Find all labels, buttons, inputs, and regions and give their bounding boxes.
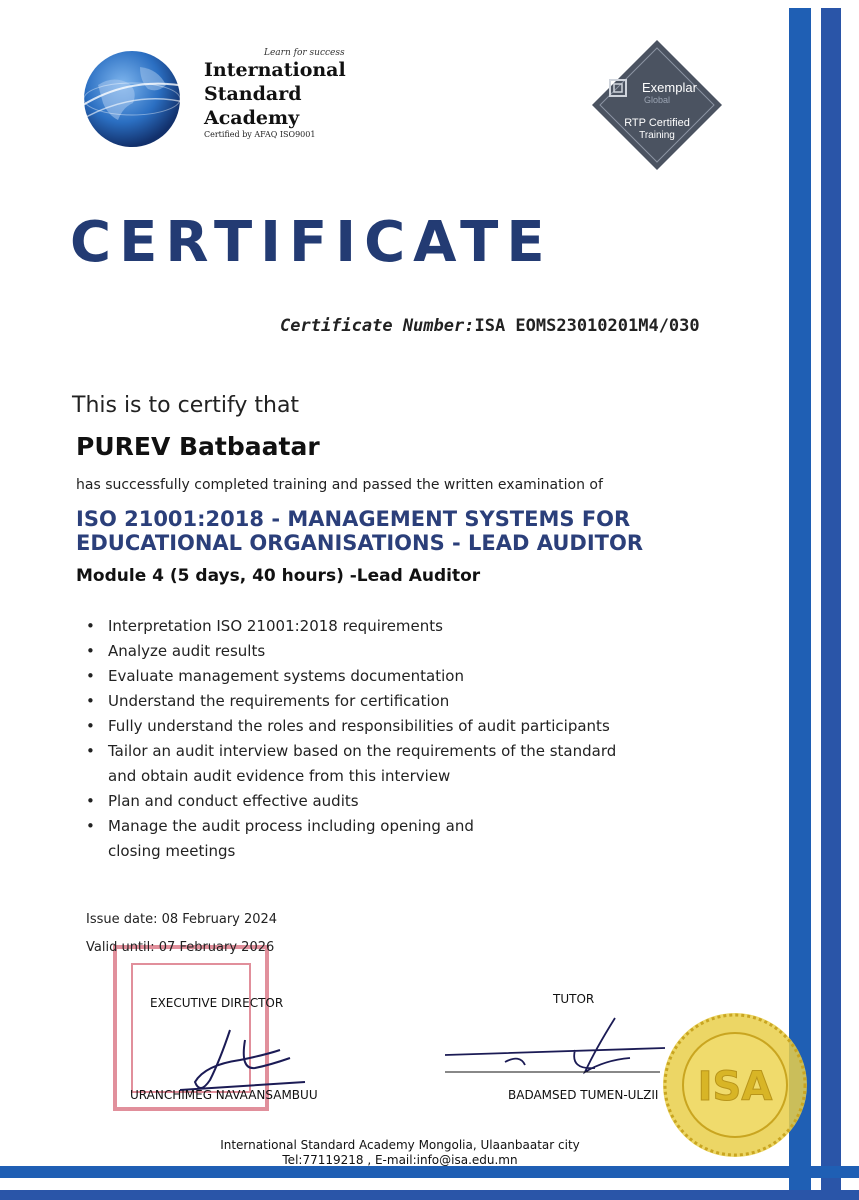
certificate-number-value: ISA EOMS23010201M4/030 <box>474 316 700 336</box>
certified-by: Certified by AFAQ ISO9001 <box>204 130 316 139</box>
certify-text: This is to certify that <box>72 393 300 418</box>
bottom-border-stripe-outer <box>0 1190 859 1200</box>
badge-brand2: Global <box>644 95 671 105</box>
list-item: • Interpretation ISO 21001:2018 requirements <box>84 614 724 639</box>
logo-tagline: Learn for success <box>264 48 345 58</box>
bottom-border-stripe <box>0 1166 859 1178</box>
badge-line1: RTP Certified <box>624 117 690 129</box>
certificate-number-label: Certificate Number: <box>280 316 475 336</box>
list-item: • Plan and conduct effective audits <box>84 789 724 814</box>
module-line: Module 4 (5 days, 40 hours) -Lead Auditor <box>76 566 481 586</box>
objectives-list <box>84 614 724 864</box>
exemplar-global-badge <box>590 38 724 172</box>
org-name-line1: International <box>204 59 346 81</box>
tutor-signature <box>445 1010 675 1080</box>
footer-contact: Tel:77119218 , E-mail:info@isa.edu.mn <box>282 1153 518 1167</box>
completed-text: has successfully completed training and passed the written examination of <box>76 477 603 493</box>
globe-logo-icon <box>78 45 194 151</box>
recipient-name: PUREV Batbaatar <box>76 432 320 461</box>
director-name: URANCHIMEG NAVAANSAMBUU <box>130 1088 318 1102</box>
list-item: • Fully understand the roles and responsibilities of audit participants <box>84 714 724 739</box>
border-stripe-outer <box>821 8 841 1200</box>
certificate-title: CERTIFICATE <box>70 210 553 275</box>
badge-brand: Exemplar <box>642 80 697 95</box>
valid-until: Valid until: 07 February 2026 <box>86 940 275 955</box>
list-item: • Analyze audit results <box>84 639 724 664</box>
list-item: • Understand the requirements for certification <box>84 689 724 714</box>
academy-logo-text <box>204 48 346 139</box>
org-name-line3: Academy <box>204 107 300 129</box>
course-title-line2: EDUCATIONAL ORGANISATIONS - LEAD AUDITOR <box>76 531 644 555</box>
list-item: • Manage the audit process including opening and closing meetings <box>84 814 528 864</box>
footer-address: International Standard Academy Mongolia, Ulaanbaatar city <box>220 1138 580 1152</box>
course-title-line1: ISO 21001:2018 - MANAGEMENT SYSTEMS FOR <box>76 507 631 531</box>
badge-line2: Training <box>639 130 675 141</box>
border-stripe-gap <box>811 8 821 1200</box>
list-item: • Tailor an audit interview based on the requirements of the standard and obtain audit evidence from this interview <box>84 739 628 789</box>
director-title: EXECUTIVE DIRECTOR <box>150 996 284 1010</box>
tutor-title: TUTOR <box>553 992 595 1006</box>
seal-text: ISA <box>697 1064 773 1110</box>
org-name-line2: Standard <box>204 83 302 105</box>
tutor-name: BADAMSED TUMEN-ULZII <box>508 1088 659 1102</box>
issue-date: Issue date: 08 February 2024 <box>86 912 278 927</box>
course-title <box>76 507 756 555</box>
certificate-number <box>280 316 700 336</box>
list-item: • Evaluate management systems documentation <box>84 664 724 689</box>
